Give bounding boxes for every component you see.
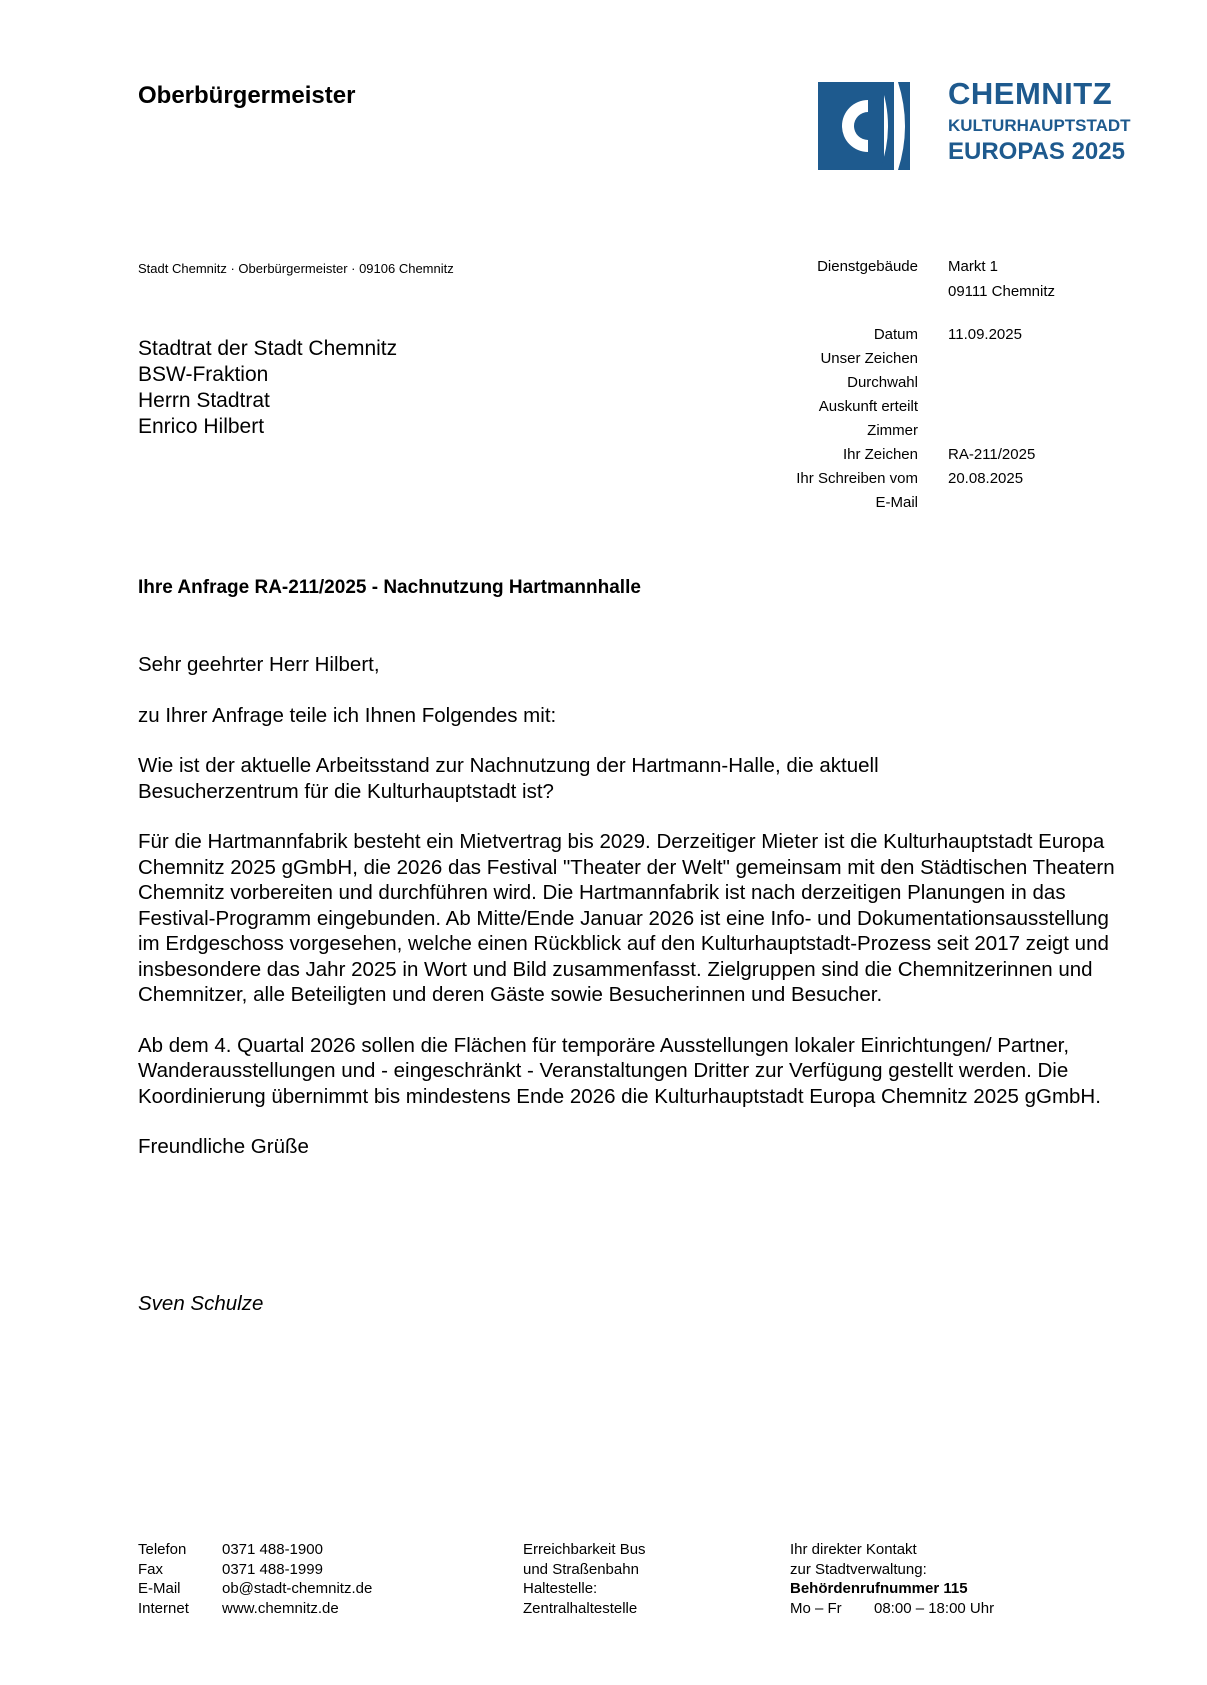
meta-row (760, 326, 1160, 350)
meta-row (760, 350, 1160, 374)
address-city: 09111 Chemnitz (948, 283, 1056, 300)
recipient-line: Herrn Stadtrat (138, 389, 270, 412)
footer-transit (523, 1540, 646, 1618)
footer-label: Fax (138, 1560, 164, 1578)
days: Mo – Fr (790, 1599, 842, 1617)
footer-row (138, 1560, 372, 1580)
logo-line-1: CHEMNITZ (948, 76, 1113, 111)
transit-line: Zentralhaltestelle (523, 1599, 638, 1617)
recipient-line: Enrico Hilbert (138, 415, 265, 438)
meta-label: Auskunft erteilt (818, 398, 918, 415)
service-number: Behördenrufnummer 115 (790, 1580, 968, 1597)
meta-label: Ihr Schreiben vom (796, 470, 918, 487)
meta-value (948, 398, 1160, 422)
meta-label: E-Mail (875, 494, 918, 511)
meta-label: Ihr Zeichen (842, 446, 918, 463)
website-link[interactable]: www.chemnitz.de (222, 1599, 339, 1617)
chemnitz-c-logo-icon (818, 78, 914, 174)
transit-line: und Straßenbahn (523, 1560, 639, 1578)
direct-line: Ihr direkter Kontakt (790, 1541, 917, 1558)
transit-line: Haltestelle: (523, 1580, 598, 1597)
opening-hours (790, 1599, 994, 1619)
meta-label: Zimmer (867, 422, 918, 439)
footer-label: Telefon (138, 1541, 187, 1558)
meta-row (760, 422, 1160, 446)
logo-line-2: KULTURHAUPTSTADT (948, 116, 1131, 135)
meta-label: Datum (873, 326, 918, 343)
meta-row (760, 374, 1160, 398)
meta-value: 11.09.2025 (948, 326, 1022, 343)
answer-paragraph-2: Ab dem 4. Quartal 2026 sollen die Flächen für temporäre Ausstellungen lokaler Einrichtungen/ Partner, Wanderausstellungen und - eingeschränkt - Veranstaltungen Dritter zur Verfügung gestellt werden. Die Koordinierung übernimmt bis mindestens Ende 2026 die Kulturhauptstadt Europa Chemnitz 2025 gGmbH. (138, 1033, 1101, 1108)
phone-number: 0371 488-1900 (222, 1541, 323, 1558)
logo-text (948, 78, 1131, 164)
meta-value: 20.08.2025 (948, 470, 1024, 487)
recipient-line: BSW-Fraktion (138, 363, 269, 386)
meta-value (948, 350, 1160, 374)
signature: Sven Schulze (138, 1292, 264, 1315)
page-title: Oberbürgermeister (138, 82, 356, 109)
question-paragraph: Wie ist der aktuelle Arbeitsstand zur Nachnutzung der Hartmann-Halle, die aktuell Besucherzentrum für die Kulturhauptstadt ist? (138, 754, 879, 803)
recipient-line: Stadtrat der Stadt Chemnitz (138, 337, 398, 360)
footer-row (138, 1540, 372, 1560)
meta-label: Unser Zeichen (820, 350, 918, 367)
email-link[interactable]: ob@stadt-chemnitz.de (222, 1580, 373, 1597)
footer-row (138, 1599, 372, 1619)
address-street: Markt 1 (948, 258, 999, 275)
letter-metadata (760, 258, 1160, 518)
sender-return-address: Stadt Chemnitz · Oberbürgermeister · 09106 Chemnitz (138, 261, 454, 276)
fax-number: 0371 488-1999 (222, 1560, 323, 1578)
footer-row (138, 1579, 372, 1599)
footer-direct-contact (790, 1540, 994, 1618)
recipient-address (138, 336, 397, 440)
letter-body (138, 652, 1118, 1185)
footer-contact (138, 1540, 372, 1618)
meta-value (948, 374, 1160, 398)
meta-row-dienstgebaeude (760, 258, 1160, 306)
salutation: Sehr geehrter Herr Hilbert, (138, 653, 380, 676)
chemnitz-logo (818, 76, 1131, 178)
footer-label: Internet (138, 1599, 189, 1617)
meta-value (948, 494, 1160, 518)
meta-value: RA-211/2025 (948, 446, 1036, 463)
direct-line: zur Stadtverwaltung: (790, 1560, 927, 1578)
meta-row (760, 398, 1160, 422)
footer-label: E-Mail (138, 1580, 181, 1597)
meta-row (760, 470, 1160, 494)
intro-paragraph: zu Ihrer Anfrage teile ich Ihnen Folgendes mit: (138, 703, 557, 727)
meta-label: Dienstgebäude (817, 258, 918, 275)
meta-label: Durchwahl (847, 374, 918, 391)
letter-subject: Ihre Anfrage RA-211/2025 - Nachnutzung Hartmannhalle (138, 577, 641, 598)
logo-line-3: EUROPAS 2025 (948, 138, 1125, 165)
meta-value (948, 258, 1160, 306)
meta-row (760, 494, 1160, 518)
closing: Freundliche Grüße (138, 1135, 309, 1158)
answer-paragraph-1: Für die Hartmannfabrik besteht ein Mietvertrag bis 2029. Derzeitiger Mieter ist die Kulturhauptstadt Europa Chemnitz 2025 gGmbH, die 2026 das Festival "Theater der Welt" gemeinsam mit den Städtischen Theatern Chemnitz vorbereiten und durchführen wird. Die Hartmannfabrik ist nach derzeitigen Planungen in das Festival-Programm eingebunden. Ab Mitte/Ende Januar 2026 ist eine Info- und Dokumentationsausstellung im Erdgeschoss vorgesehen, welche einen Rückblick auf den Kulturhauptstadt-Prozess seit 2017 zeigt und insbesondere das Jahr 2025 in Wort und Bild zusammenfasst. Zielgruppen sind die Chemnitzerinnen und Chemnitzer, alle Beteiligten und deren Gäste sowie Besucherinnen und Besucher. (138, 830, 1115, 1006)
hours: 08:00 – 18:00 Uhr (874, 1599, 995, 1617)
transit-line: Erreichbarkeit Bus (523, 1541, 646, 1558)
meta-value (948, 422, 1160, 446)
meta-row (760, 446, 1160, 470)
